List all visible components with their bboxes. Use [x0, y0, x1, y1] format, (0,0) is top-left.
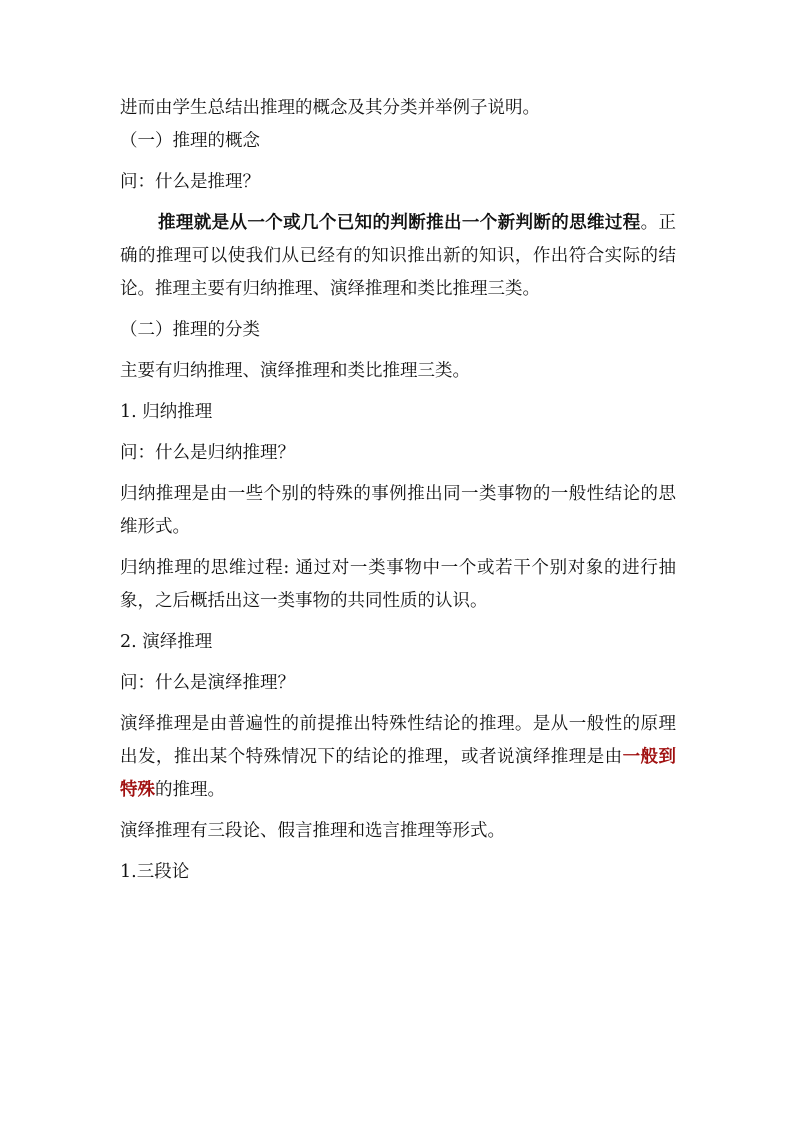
- section-heading-concept: （一）推理的概念: [120, 131, 260, 151]
- reasoning-definition-rest: 。正确的推理可以使我们从已经有的知识推出新的知识，作出符合实际的结论。推理主要有归纳推理、演绎推理和类比推理三类。: [120, 213, 676, 299]
- deductive-highlight: 一般到特殊: [120, 747, 677, 800]
- subheading-syllogism: 1.三段论: [120, 862, 190, 882]
- deductive-forms: 演绎推理有三段论、假言推理和选言推理等形式。: [120, 821, 505, 841]
- deductive-definition-end: 的推理。: [155, 780, 225, 800]
- reasoning-definition-bold: 推理就是从一个或几个已知的判断推出一个新判断的思维过程: [158, 213, 641, 233]
- question-inductive: 问：什么是归纳推理？: [120, 443, 295, 463]
- question-deductive: 问：什么是演绎推理？: [120, 673, 295, 693]
- deductive-definition-start: 演绎推理是由普遍性的前提推出特殊性结论的推理。是从一般性的原理出发，推出某个特殊情况下的结论的推理，或者说演绎推理是由: [120, 714, 676, 767]
- subheading-deductive: 2. 演绎推理: [120, 632, 213, 652]
- document-body: [120, 92, 676, 889]
- deductive-definition: [120, 708, 676, 807]
- question-what-is-reasoning: 问：什么是推理？: [120, 172, 260, 192]
- inductive-definition: 归纳推理是由一些个别的特殊的事例推出同一类事物的一般性结论的思维形式。: [120, 484, 676, 537]
- reasoning-types-line: 主要有归纳推理、演绎推理和类比推理三类。: [120, 361, 470, 381]
- intro-paragraph: 进而由学生总结出推理的概念及其分类并举例子说明。: [120, 98, 540, 118]
- section-heading-classification: （二）推理的分类: [120, 320, 260, 340]
- subheading-inductive: 1. 归纳推理: [120, 402, 213, 422]
- inductive-process: 归纳推理的思维过程: 通过对一类事物中一个或若干个别对象的进行抽象，之后概括出这一类事物的共同性质的认识。: [120, 558, 676, 611]
- reasoning-definition-paragraph: [120, 207, 676, 306]
